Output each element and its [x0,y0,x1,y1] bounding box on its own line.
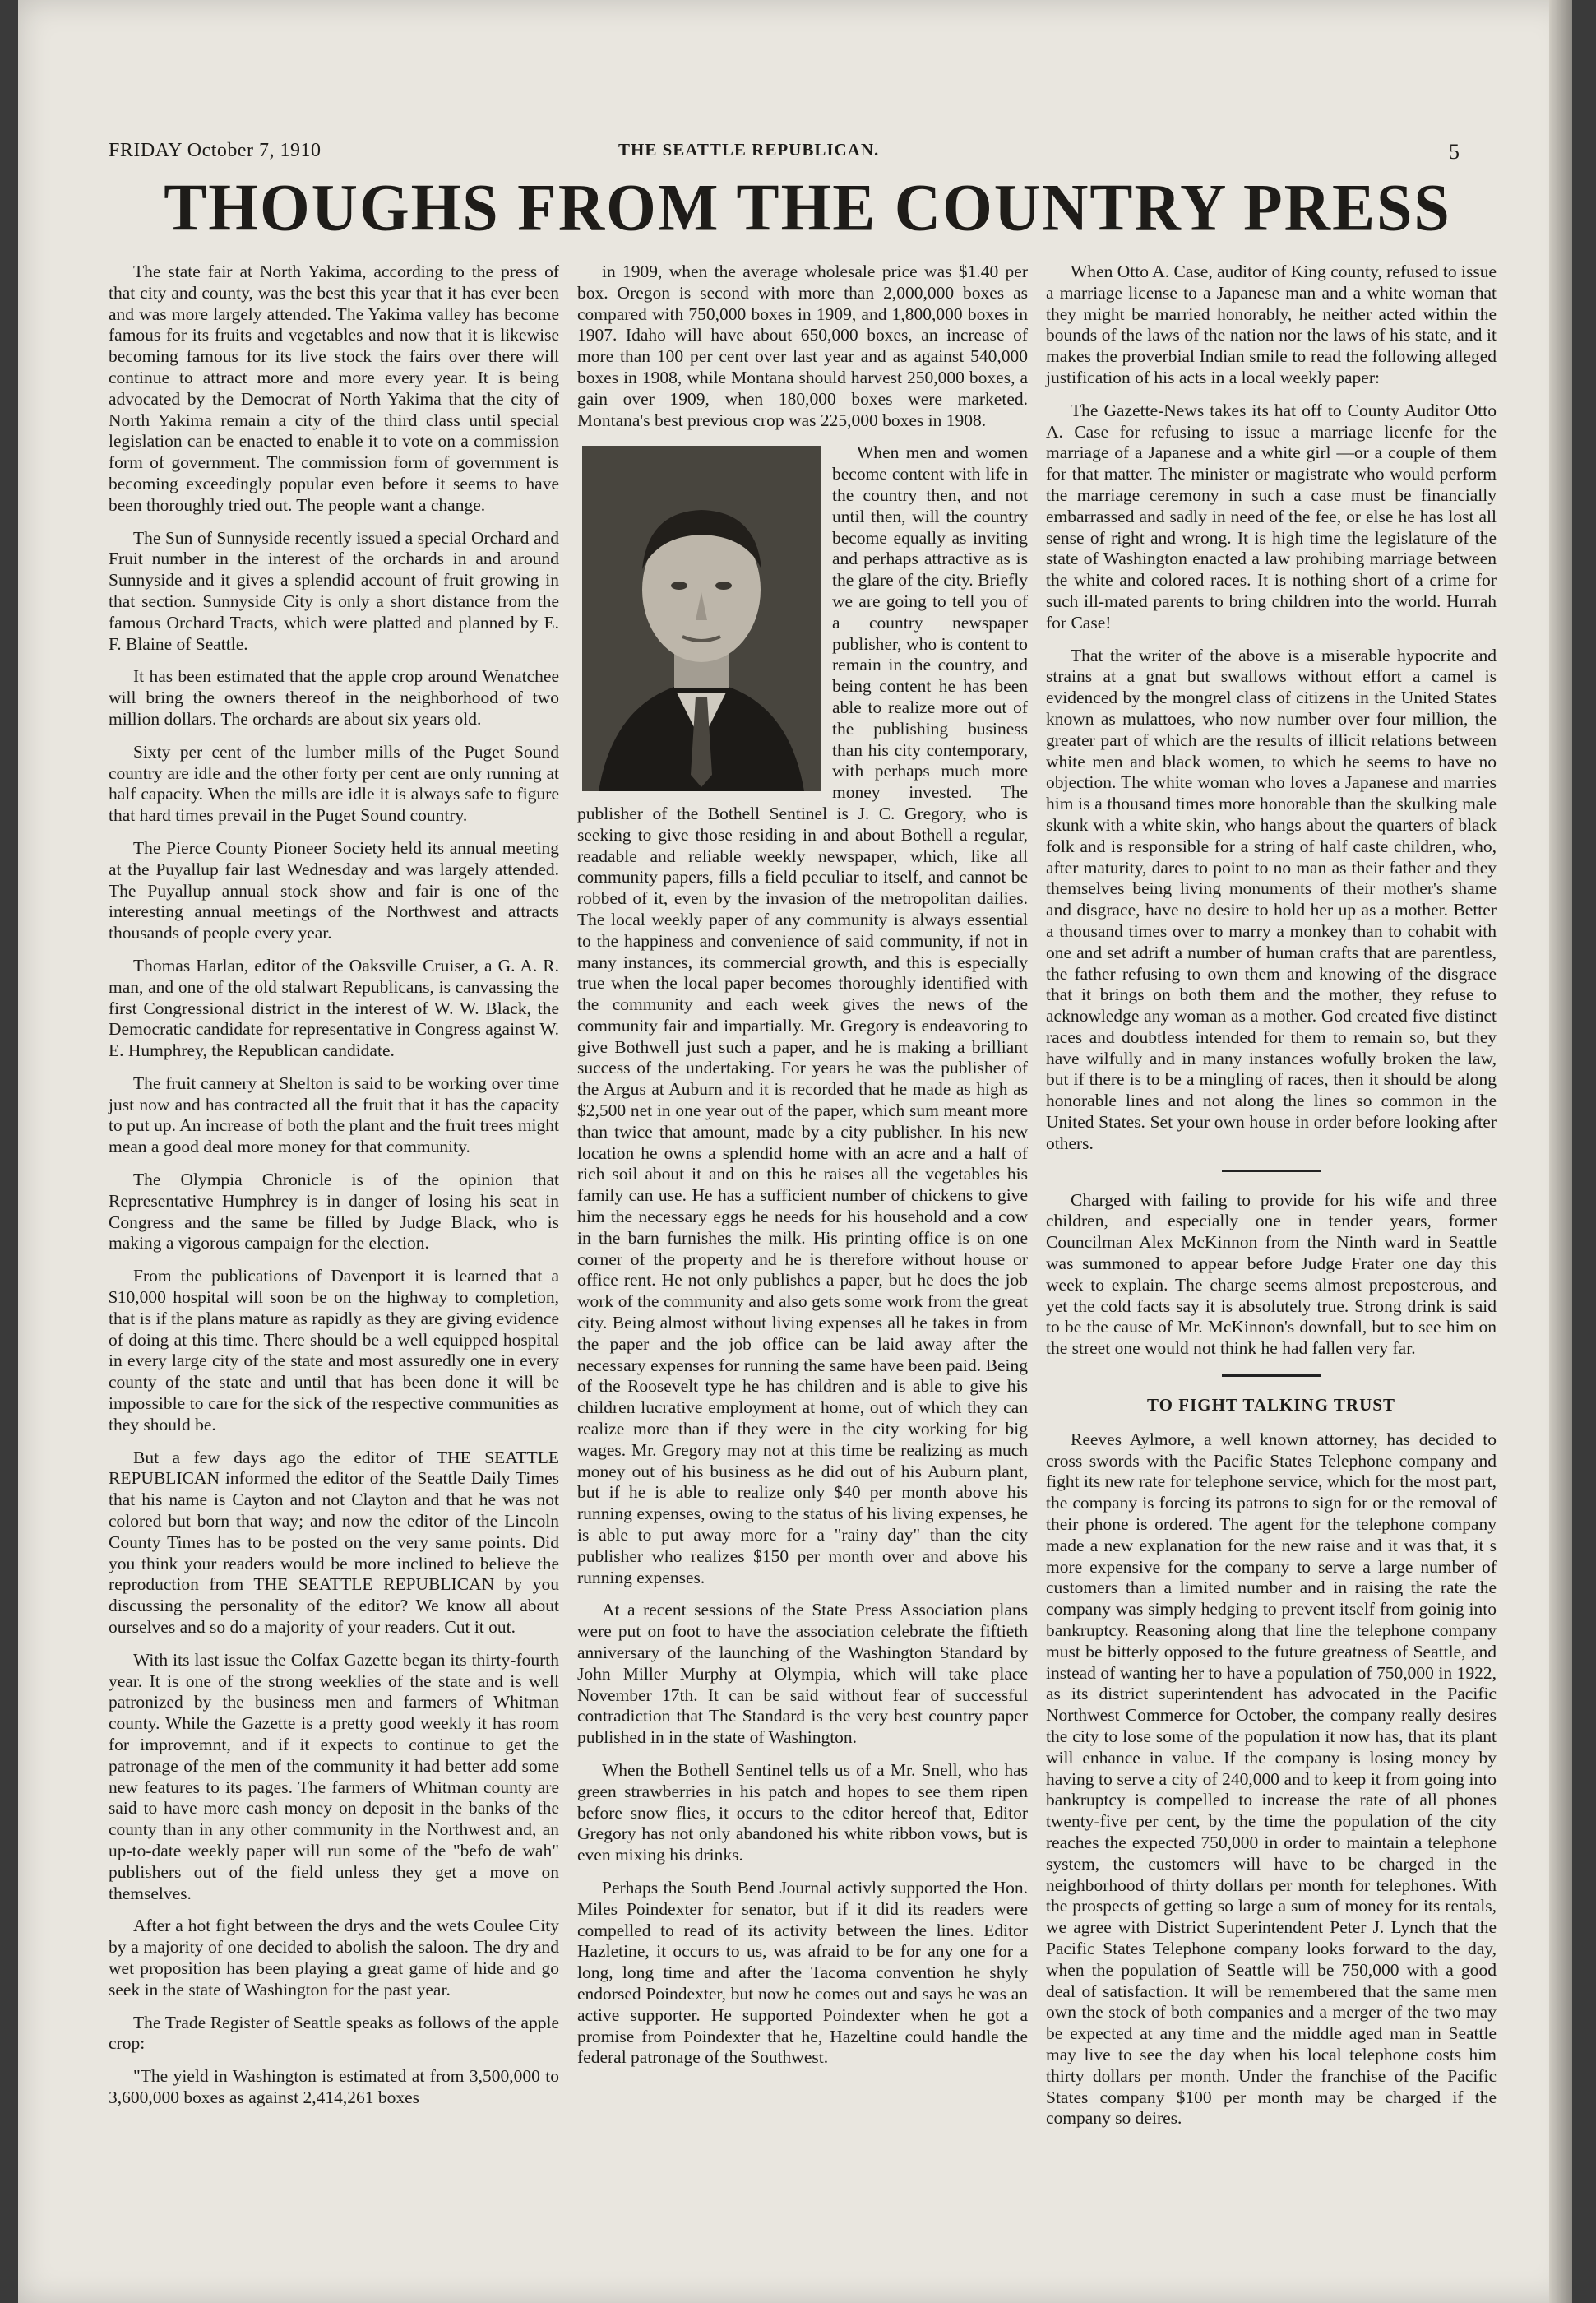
gregory-paragraph: When men and women become content with life in the country then, and not until then, will the country become equally as inviting and perhaps attractive as is the glare of the city. Briefly we are going to tell you of a country newspaper publisher, who is content to remain in the country, and being content he has been able to realize more out of the publishing business than his city contemporary, with perhaps much more money invested. The publisher of the Bothell Sentinel is J. C. Gregory, who is seeking to give those residing in and about Bothell a regular, readable and reliable weekly newspaper, which, like all community papers, fills a field peculiar to itself, and cannot be robbed of it, even by the invasion of the metropolitan dailies. The local weekly paper of any community is always essential to the happiness and convenience of said community, if not in many instances, its commercial growth, and this is especially true when the local paper becomes thoroughly identified with the community and each week gives the news of the community fair and impartially. Mr. Gregory is endeavoring to give Bothwell just such a paper, and he is making a brilliant success of the undertaking. For years he was the publisher of the Argus at Auburn and it is recorded that he made as high as $2,500 net in one year out of the paper, which sum meant more than twice that amount, made by a city publisher. In his new location he owns a splendid home with an acre and a half of rich soil about it and on this he raises all the vegetables his family can use. He has a sufficient number of chickens to give him the necessary eggs he needs for his household and a cow in the barn furnishes the milk. His printing office is on one corner of the property and he is therefore without house or office rent. He not only publishes a paper, but he does the job work of the community and also gets some work from the great city. Being almost without living expenses all he takes in from the paper and the job office can be laid away after the necessary expenses for running the same have been paid. Being of the Roosevelt type he has children and is able to give his children lucrative employment at home, out of which they can realize more than if they were in the city working for big wages. Mr. Gregory may not at this time be realizing as much money out of his business as he did out of his Auburn plant, but if he is able to realize only $40 per month above his running expenses, owing to the status of his living expenses, he is able to put away more for a "rainy day" than the city publisher who realizes $150 per month over and above his running expenses. [577,443,1028,1587]
article-paragraph: That the writer of the above is a miserable hypocrite and strains at a gnat but swallows without effort a camel is evidenced by the mongrel class of citizens in the United States known as mulattoes, who now number over four million, the greater part of which are the results of illicit relations between white men and black women, to which he seems to have no objection. The white woman who loves a Japanese and marries him is a thousand times more honorable than the skulking male skunk with a white skin, who hangs about the quarters of black folk and is responsible for a string of half caste children, who, after maturity, dares to point to no man as their father and they themselves being living monuments of their mother's shame and disgrace, have no desire to hold her up as a mother. Better a thousand times over to marry a monkey than to cohabit with one and set adrift a number of human crafts that are parentless, the father refusing to own them and knowing of the disgrace that it brings on both them and the mother, they refuse to acknowledge any woman as a mother. God created five distinct races and doubtless intended for them to remain so, but they have wilfully and in many instances wofully broken the law, but if there is to be a mingling of races, then it should be along honorable lines and not along the lines so common in the United States. Set your own house in order before looking after others. [1046,645,1497,1153]
issue-date: FRIDAY October 7, 1910 [109,140,322,161]
article-paragraph: With its last issue the Colfax Gazette began its thirty-fourth year. It is one of the strong weeklies of the state and is well patronized by the business men and farmers of Whitman county. While the Gazette is a pretty good weekly it has room for improvemnt, and if it expects to continue to get the patronage of the men of the community it had better add some new features to its pages. The farmers of Whitman county are said to have more cash money on deposit in the banks of the county than in any other community in the Northwest and, an up-to-date weekly paper will run some of the "befo de wah" publishers out of the field unless they get a move on themselves. [109,1649,559,1903]
page-headline: THOUGHS FROM THE COUNTRY PRESS [164,169,1451,245]
article-paragraph: When the Bothell Sentinel tells us of a Mr. Snell, who has green strawberries in his patch and hopes to see them ripen before snow flies, it occurs to the editor hereof that, Editor Gregory has not only abandoned his white ribbon vows, but is even mixing his drinks. [577,1759,1028,1865]
article-paragraph: After a hot fight between the drys and the wets Coulee City by a majority of one decided to abolish the saloon. The dry and wet proposition has been playing a great game of hide and go seek in the state of Washington for the past year. [109,1916,559,1999]
article-paragraph: The Gazette-News takes its hat off to County Auditor Otto A. Case for refusing to issue a marriage licenfe for the marriage of a Japanese and a white girl —or a couple of them for that matter. The minister or magistrate who would perform the marriage ceremony in such a case must be financially embarrassed and sadly in need of the fee, or else he has lost all sense of right and wrong. It is high time the legislature of the state of Washington enacted a law prohibing marriage between the white and colored races. It is nothing short of a crime for such ill-mated parents to bring children into the world. Hurrah for Case! [1046,400,1497,633]
newspaper-page [18,0,1572,2303]
article-paragraph: The Pierce County Pioneer Society held its annual meeting at the Puyallup fair last Wednesday and was largely attended. The Puyallup annual stock show and fair is one of the interesting annual meetings of the Northwest and attracts thousands of people every year. [109,837,559,943]
article-paragraph: Perhaps the South Bend Journal activly supported the Hon. Miles Poindexter for senator, but if it did its readers were compelled to read of its activity between the lines. Editor Hazletine, it occurs to us, was afraid to be for any one for a long, long time and after the Tacoma convention he shyly endorsed Poindexter, but now he comes out and says he was an active supporter. He supported Poindexter when he got a promise from Poindexter that he, Hazeltine could handle the federal patronage of the Southwest. [577,1877,1028,2068]
page-number: 5 [1449,140,1460,164]
column-3 [1046,262,1497,2141]
article-paragraph: When Otto A. Case, auditor of King county, refused to issue a marriage license to a Japanese man and a white woman that they might be married honorably, he neither acted within the bounds of the laws of the nation nor the laws of his state, and it makes the proverbial Indian smile to read the following alleged justification of his acts in a local weekly paper: [1046,262,1497,387]
gregory-article [577,443,1028,1588]
article-paragraph: The Sun of Sunnyside recently issued a special Orchard and Fruit number in the interest of the orchards in and around Sunnyside and it gives a splendid account of fruit growing in that section. Sunnyside City is only a short distance from the famous Orchard Tracts, which were platted and planned by E. F. Blaine of Seattle. [109,527,559,654]
column-1 [109,262,559,2120]
article-paragraph: The fruit cannery at Shelton is said to be working over time just now and has contracted all the fruit that it has the capacity to put up. An increase of both the plant and the fruit trees might mean a good deal more money for that community. [109,1073,559,1157]
article-paragraph: Thomas Harlan, editor of the Oaksville Cruiser, a G. A. R. man, and one of the old stalwart Republicans, is canvassing the first Congressional district in the interest of W. W. Black, the Democratic candidate for representative in Congress against W. E. Humphrey, the Republican candidate. [109,955,559,1061]
article-paragraph: Charged with failing to provide for his wife and three children, and especially one in tender years, former Councilman Alex McKinnon from the Ninth ward in Seattle was summoned to appear before Judge Frater one day this week to explain. The charge seems almost preposterous, and yet the cold facts say it is absolutely true. Strong drink is said to be the cause of Mr. McKinnon's downfall, but to see him on the street one would not think he had fallen very far. [1046,1189,1497,1359]
article-paragraph: It has been estimated that the apple crop around Wenatchee will bring the owners thereof in the neighborhood of two million dollars. The orchards are about six years old. [109,666,559,729]
section-divider [1222,1374,1321,1377]
article-paragraph: Sixty per cent of the lumber mills of the Puget Sound country are idle and the other forty per cent are only running at half capacity. When the mills are idle it is always safe to figure that hard times prevail in the Puget Sound country. [109,741,559,826]
article-paragraph: From the publications of Davenport it is learned that a $10,000 hospital will soon be on the highway to completion, that is if the plans mature as rapidly as they are giving evidence of doing at this time. There should be a well equipped hospital in every large city of the state and most assuredly one in every county of the state and until that has been done it will be impossible to care for the sick of the respective communities as they should be. [109,1266,559,1434]
article-paragraph: But a few days ago the editor of THE SEATTLE REPUBLICAN informed the editor of the Seattle Daily Times that his name is Cayton and not Clayton and that he was not colored but born that way; and now the editor of the Lincoln County Times has to be posted on the very same points. Did you think your readers would be more inclined to believe the reproduction from THE SEATTLE REPUBLICAN by you discussing the personality of the editor? We know all about ourselves and so do a majority of your readers. Cut it out. [109,1447,559,1638]
article-paragraph: At a recent sessions of the State Press Association plans were put on foot to have the association celebrate the fiftieth anniversary of the launching of the Washington Standard by John Miller Murphy at Olympia, which will take place November 17th. It can be said without fear of successful contradiction that The Standard is the very best country paper published in in the state of Washington. [577,1600,1028,1748]
page-edge [1549,0,1572,2303]
section-divider [1222,1170,1321,1172]
article-paragraph: The Olympia Chronicle is of the opinion that Representative Humphrey is in danger of losing his seat in Congress and the same be filled by Judge Black, who is making a vigorous campaign for the election. [109,1170,559,1253]
article-paragraph: in 1909, when the average wholesale price was $1.40 per box. Oregon is second with more than 2,000,000 boxes as compared with 750,000 boxes in 1909, and 1,800,000 boxes in 1907. Idaho will have about 650,000 boxes, an increase of more than 100 per cent over last year and as against 540,000 boxes in 1908, while Montana should harvest 250,000 boxes, a gain over 1909, when 180,000 boxes were marketed. Montana's best previous crop was 225,000 boxes in 1908. [577,262,1028,430]
article-paragraph: "The yield in Washington is estimated at from 3,500,000 to 3,600,000 boxes as against 2,414,261 boxes [109,2066,559,2107]
article-paragraph: The state fair at North Yakima, according to the press of that city and county, was the best this year that it has ever been and was more largely attended. The Yakima valley has become famous for its fruits and vegetables and now that it is likewise becoming famous for its live stock the fairs over there will continue to attract more and more every year. It is being advocated by the Democrat of North Yakima that the city of North Yakima remain a city of the third class until special legislation can be enacted to enable it to vote on a commission form of government. The commission form of government is becoming exceedingly popular even before it seems to have been thoroughly tried out. The people want a change. [109,262,559,515]
article-subhead: TO FIGHT TALKING TRUST [1147,1395,1395,1416]
article-paragraph: The Trade Register of Seattle speaks as follows of the apple crop: [109,2012,559,2054]
portrait-photo [582,446,821,791]
column-2 [577,262,1028,2080]
paper-name: THE SEATTLE REPUBLICAN. [618,140,880,160]
article-paragraph: Reeves Aylmore, a well known attorney, has decided to cross swords with the Pacific States Telephone company and fight its new rate for telephone service, which for the most part, the company is forcing its patrons to sign for or the removal of their phone is ordered. The agent for the telephone company made a new explanation for the new raise and it was that, it s more expensive for the company to serve a large number of customers than a limited number and in raising the rate the company was simply hedging to prevent itself from goinig into bankruptcy. Reasoning along that line the telephone company must be bitterly opposed to the future greatness of Seattle, and instead of wanting her to have a population of 750,000 in 1922, as its district superintendent has advocated in the Pacific Northwest Commerce for October, the company really desires the city to lose some of the population it now has, that its plant will enhance in value. If the company is losing money by having to serve a city of 240,000 and to keep it from going into bankruptcy is compelled to increase the rate of all phones twenty-five per cent, by the time the population of the city reaches the expected 750,000 in order to maintain a telephone system, the customers will have to be charged in the neighborhood of thirty dollars per month for telephones. With the prospects of getting so large a sum of money for its rentals, we agree with District Superintendent Peter J. Lynch that the Pacific States Telephone company looks forward to the day, when the population of Seattle will be 750,000 with a good deal of satisfaction. It will be remembered that the same men own the stock of both companies and a merger of the two may be expected at any time and the middle aged man in Seattle may live to see the day when his local telephone costs him thirty dollars per month. Under the franchise of the Pacific States company $100 per month may be charged if the company so deires. [1046,1429,1497,2129]
